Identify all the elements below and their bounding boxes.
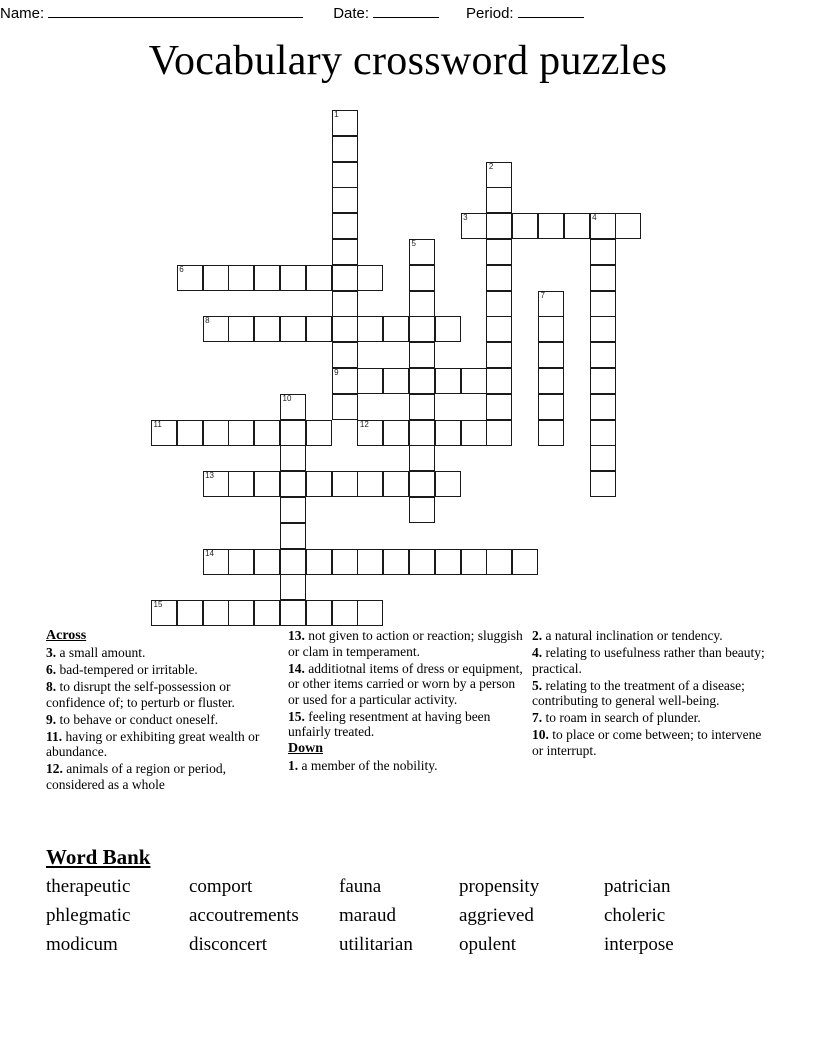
crossword-cell[interactable] <box>486 291 512 317</box>
clue-across-15: 15. feeling resentment at having been unfairly treated. <box>288 708 491 740</box>
word-bank-word[interactable]: opulent <box>459 934 516 955</box>
date-label: Date: <box>333 5 370 22</box>
crossword-cell[interactable] <box>590 394 616 420</box>
cell-number: 12 <box>359 419 369 429</box>
cell-number: 13 <box>205 471 214 481</box>
crossword-cell[interactable] <box>280 497 306 523</box>
period-label: Period: <box>466 5 514 22</box>
crossword-cell[interactable] <box>306 600 332 626</box>
cell-number: 10 <box>282 393 292 403</box>
clue-number: 8. <box>46 679 57 695</box>
crossword-cell[interactable] <box>151 600 177 626</box>
crossword-cell[interactable] <box>332 162 358 188</box>
crossword-cell[interactable] <box>383 549 409 575</box>
crossword-cell[interactable] <box>228 549 254 575</box>
crossword-cell[interactable] <box>590 213 616 239</box>
crossword-cell[interactable] <box>538 291 564 317</box>
crossword-cell[interactable] <box>332 549 358 575</box>
crossword-cell[interactable] <box>538 420 564 446</box>
crossword-cell[interactable] <box>486 342 512 368</box>
word-bank-word[interactable]: propensity <box>459 876 540 897</box>
crossword-cell[interactable] <box>332 600 358 626</box>
crossword-cell[interactable] <box>383 316 409 342</box>
crossword-cell[interactable] <box>280 445 306 471</box>
crossword-cell[interactable] <box>486 187 512 213</box>
crossword-cell[interactable] <box>357 316 383 342</box>
crossword-cell[interactable] <box>486 549 512 575</box>
crossword-cell[interactable] <box>280 523 306 549</box>
crossword-cell[interactable] <box>254 420 280 446</box>
crossword-cell[interactable] <box>332 136 358 162</box>
crossword-cell[interactable] <box>332 110 358 136</box>
crossword-cell[interactable] <box>486 239 512 265</box>
crossword-cell[interactable] <box>332 265 358 291</box>
crossword-cell[interactable] <box>590 316 616 342</box>
crossword-cell[interactable] <box>461 368 487 394</box>
cell-number: 11 <box>153 419 162 429</box>
crossword-cell[interactable] <box>409 368 435 394</box>
crossword-cell[interactable] <box>538 213 564 239</box>
crossword-cell[interactable] <box>538 316 564 342</box>
crossword-cell[interactable] <box>306 316 332 342</box>
page-title: Vocabulary crossword puzzles <box>148 38 668 84</box>
crossword-cell[interactable] <box>409 471 435 497</box>
word-bank-word[interactable]: aggrieved <box>459 905 534 926</box>
cell-number: 8 <box>205 316 210 326</box>
word-bank-word[interactable]: maraud <box>339 905 396 926</box>
clue-down-1: 1. a member of the nobility. <box>288 758 438 774</box>
crossword-cell[interactable] <box>280 600 306 626</box>
crossword-cell[interactable] <box>280 549 306 575</box>
crossword-cell[interactable] <box>486 265 512 291</box>
word-bank-word[interactable]: therapeutic <box>46 876 131 897</box>
crossword-cell[interactable] <box>254 600 280 626</box>
crossword-cell[interactable] <box>590 471 616 497</box>
crossword-cell[interactable] <box>409 291 435 317</box>
crossword-cell[interactable] <box>486 368 512 394</box>
clue-number: 9. <box>46 711 57 727</box>
clues-column-3 <box>532 628 770 760</box>
crossword-cell[interactable] <box>435 368 461 394</box>
crossword-cell[interactable] <box>590 368 616 394</box>
cell-number: 14 <box>205 548 214 558</box>
clue-number: 15. <box>288 708 305 724</box>
crossword-cell[interactable] <box>254 471 280 497</box>
word-bank-word[interactable]: disconcert <box>189 934 268 955</box>
clue-number: 2. <box>532 628 543 643</box>
crossword-cell[interactable] <box>332 471 358 497</box>
crossword-cell[interactable] <box>383 420 409 446</box>
cell-number: 4 <box>592 213 597 223</box>
word-bank-word[interactable]: phlegmatic <box>46 905 131 926</box>
word-bank-title: Word Bank <box>46 845 151 869</box>
clue-across-8: 8. to disrupt the self-possession or confidence of; to perturb or fluster. <box>46 679 235 710</box>
crossword-cell[interactable] <box>512 213 538 239</box>
crossword-cell[interactable] <box>486 394 512 420</box>
cell-number: 15 <box>153 600 163 610</box>
word-bank-word[interactable]: patrician <box>604 876 671 897</box>
crossword-cell[interactable] <box>383 368 409 394</box>
crossword-cell[interactable] <box>280 471 306 497</box>
crossword-cell[interactable] <box>435 420 461 446</box>
clue-number: 12. <box>46 761 63 777</box>
crossword-cell[interactable] <box>590 445 616 471</box>
crossword-cell[interactable] <box>332 187 358 213</box>
clue-number: 3. <box>46 645 57 661</box>
crossword-cell[interactable] <box>357 549 383 575</box>
clue-number: 4. <box>532 645 543 661</box>
crossword-cell[interactable] <box>564 213 590 239</box>
clue-across-9: 9. to behave or conduct oneself. <box>46 711 219 727</box>
crossword-cell[interactable] <box>590 291 616 317</box>
crossword-cell[interactable] <box>486 213 512 239</box>
crossword-cell[interactable] <box>357 368 383 394</box>
word-bank-section <box>46 845 770 956</box>
clue-across-13: 13. not given to action or reaction; sluggish or clam in temperament. <box>288 628 523 659</box>
crossword-cell[interactable] <box>538 394 564 420</box>
cell-number: 7 <box>540 290 545 300</box>
crossword-cell[interactable] <box>409 239 435 265</box>
word-bank-word[interactable]: comport <box>189 876 253 897</box>
crossword-cell[interactable] <box>409 497 435 523</box>
word-bank-word[interactable]: utilitarian <box>339 934 413 955</box>
crossword-cell[interactable] <box>409 445 435 471</box>
clues-column-1 <box>46 628 278 794</box>
crossword-cell[interactable] <box>228 316 254 342</box>
crossword-cell[interactable] <box>203 265 229 291</box>
crossword-cell[interactable] <box>357 420 383 446</box>
crossword-cell[interactable] <box>486 420 512 446</box>
down-heading: Down <box>288 741 324 757</box>
name-label: Name: <box>0 5 45 22</box>
crossword-cell[interactable] <box>435 471 461 497</box>
clues-section <box>46 628 770 833</box>
clue-down-2: 2. a natural inclination or tendency. <box>532 628 723 643</box>
crossword-cell[interactable] <box>254 549 280 575</box>
crossword-cell[interactable] <box>615 213 641 239</box>
clue-down-10: 10. to place or come between; to intervene or interrupt. <box>532 727 762 758</box>
crossword-cell[interactable] <box>280 394 306 420</box>
crossword-cell[interactable] <box>228 420 254 446</box>
clue-down-4: 4. relating to usefulness rather than beauty; practical. <box>532 645 765 676</box>
clue-number: 14. <box>288 660 305 676</box>
word-bank-word[interactable]: accoutrements <box>189 905 299 926</box>
crossword-cell[interactable] <box>332 394 358 420</box>
crossword-cell[interactable] <box>228 600 254 626</box>
crossword-cell[interactable] <box>590 420 616 446</box>
clue-number: 5. <box>532 677 543 693</box>
clue-across-11: 11. having or exhibiting great wealth or abundance. <box>46 728 260 760</box>
crossword-cell[interactable] <box>590 239 616 265</box>
clue-number: 1. <box>288 758 299 774</box>
crossword-cell[interactable] <box>409 420 435 446</box>
word-bank-list <box>46 876 770 956</box>
crossword-cell[interactable] <box>332 368 358 394</box>
clue-across-14: 14. additiotnal items of dress or equipment, or other items carried or worn by a person or used for a particular activity. <box>288 660 523 707</box>
clue-across-3: 3. a small amount. <box>46 645 146 661</box>
word-bank-word[interactable]: choleric <box>604 905 666 926</box>
cell-number: 5 <box>411 239 416 248</box>
crossword-cell[interactable] <box>203 471 229 497</box>
crossword-cell[interactable] <box>203 600 229 626</box>
crossword-cell[interactable] <box>177 265 203 291</box>
crossword-cell[interactable] <box>228 265 254 291</box>
crossword-cell[interactable] <box>486 316 512 342</box>
crossword-cell[interactable] <box>435 316 461 342</box>
crossword-cell[interactable] <box>280 265 306 291</box>
crossword-cell[interactable] <box>461 549 487 575</box>
crossword-cell[interactable] <box>409 265 435 291</box>
crossword-cell[interactable] <box>306 549 332 575</box>
crossword-cell[interactable] <box>512 549 538 575</box>
clues-column-2 <box>288 628 528 775</box>
crossword-cell[interactable] <box>332 239 358 265</box>
crossword-cell[interactable] <box>461 213 487 239</box>
crossword-cell[interactable] <box>228 471 254 497</box>
crossword-cell[interactable] <box>332 213 358 239</box>
word-bank-word[interactable]: modicum <box>46 934 118 955</box>
clue-down-5: 5. relating to the treatment of a disease; contributing to general well-being. <box>532 677 745 709</box>
crossword-cell[interactable] <box>280 420 306 446</box>
word-bank-word[interactable]: interpose <box>604 934 674 955</box>
crossword-cell[interactable] <box>280 316 306 342</box>
crossword-cell[interactable] <box>177 600 203 626</box>
crossword-cell[interactable] <box>409 316 435 342</box>
crossword-cell[interactable] <box>177 420 203 446</box>
word-bank-word[interactable]: fauna <box>339 876 382 897</box>
clue-number: 7. <box>532 710 543 726</box>
crossword-cell[interactable] <box>357 471 383 497</box>
crossword-cell[interactable] <box>538 368 564 394</box>
crossword-cell[interactable] <box>409 394 435 420</box>
crossword-cell[interactable] <box>486 162 512 188</box>
crossword-cell[interactable] <box>332 291 358 317</box>
crossword-cell[interactable] <box>203 549 229 575</box>
crossword-cell[interactable] <box>306 420 332 446</box>
crossword-cell[interactable] <box>332 316 358 342</box>
crossword-cell[interactable] <box>306 471 332 497</box>
crossword-cell[interactable] <box>280 574 306 600</box>
clue-across-12: 12. animals of a region or period, considered as a whole <box>46 761 226 792</box>
cell-number: 1 <box>334 110 339 119</box>
crossword-cell[interactable] <box>151 420 177 446</box>
crossword-cell[interactable] <box>254 316 280 342</box>
crossword-cell[interactable] <box>538 342 564 368</box>
crossword-cell[interactable] <box>203 316 229 342</box>
crossword-cell[interactable] <box>254 265 280 291</box>
crossword-cell[interactable] <box>357 600 383 626</box>
crossword-cell[interactable] <box>203 420 229 446</box>
cell-number: 3 <box>463 213 468 223</box>
crossword-cell[interactable] <box>590 342 616 368</box>
clue-across-6: 6. bad-tempered or irritable. <box>46 662 198 678</box>
cell-number: 6 <box>179 264 184 274</box>
crossword-cell[interactable] <box>383 471 409 497</box>
clue-down-7: 7. to roam in search of plunder. <box>532 710 701 726</box>
crossword-cell[interactable] <box>409 549 435 575</box>
across-heading: Across <box>46 628 87 643</box>
crossword-cell[interactable] <box>435 549 461 575</box>
clue-number: 6. <box>46 662 57 678</box>
crossword-cell[interactable] <box>461 420 487 446</box>
crossword-cell[interactable] <box>357 265 383 291</box>
crossword-cell[interactable] <box>332 342 358 368</box>
clue-number: 10. <box>532 727 549 743</box>
cell-number: 9 <box>334 368 339 377</box>
cell-number: 2 <box>488 161 494 171</box>
crossword-cell[interactable] <box>306 265 332 291</box>
clue-number: 13. <box>288 628 305 643</box>
crossword-cell[interactable] <box>590 265 616 291</box>
crossword-cell[interactable] <box>409 342 435 368</box>
clue-number: 11. <box>46 728 63 744</box>
